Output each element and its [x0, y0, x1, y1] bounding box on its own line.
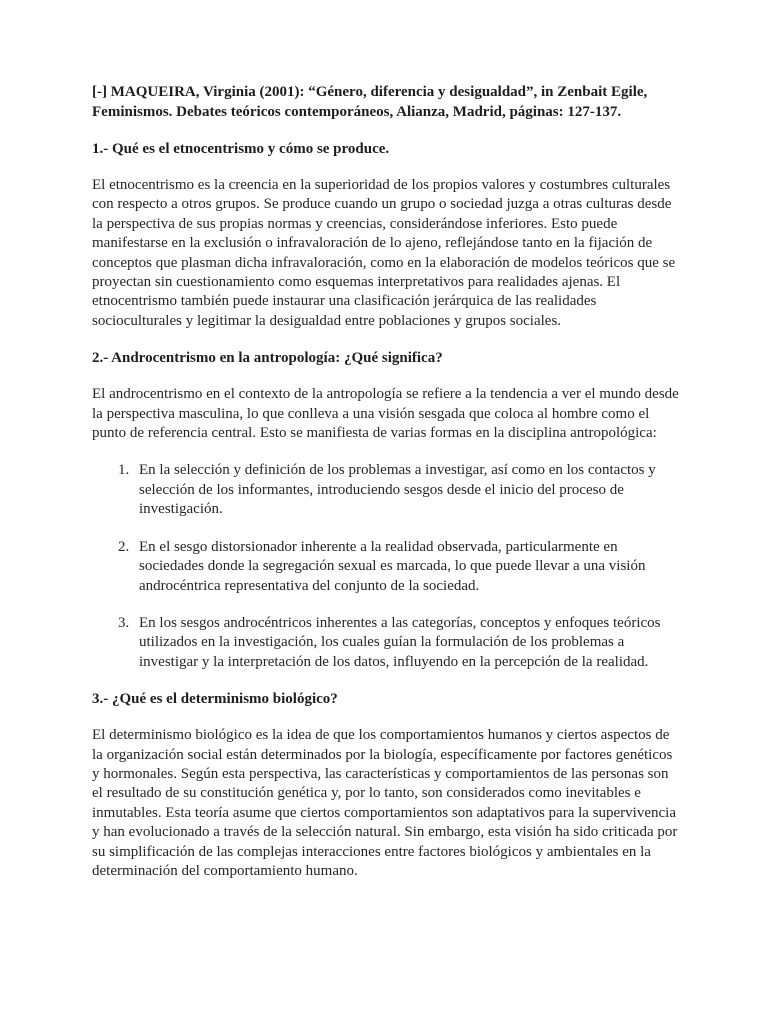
citation: [-] MAQUEIRA, Virginia (2001): “Género, diferencia y desigualdad”, in Zenbait Egile, Feminismos. Debates teóricos contemporáneos, Alianza, Madrid, páginas: 127-137.	[92, 84, 648, 120]
list-item	[92, 614, 682, 672]
section-heading: 1.- Qué es el etnocentrismo y cómo se produce.	[92, 141, 390, 157]
document-page	[92, 83, 682, 899]
list-item-number: 3.	[118, 614, 130, 631]
section-paragraph: El etnocentrismo es la creencia en la superioridad de los propios valores y costumbres culturales con respecto a otros grupos. Se produce cuando un grupo o sociedad juzga a otras culturas desde la perspectiva de sus propias normas y creencias, considerándose inferiores. Esto puede manifestarse en la exclusión o infravaloración de lo ajeno, reflejándose tanto en la fijación de conceptos que plasman dicha infravaloración, como en la elaboración de modelos teóricos que se proyectan sin cuestionamiento como esquemas interpretativos para realidades ajenas. El etnocentrismo también puede instaurar una clasificación jerárquica de las realidades socioculturales y legitimar la desigualdad entre poblaciones y grupos sociales.	[92, 177, 676, 329]
list-item	[92, 538, 682, 596]
section-etnocentrismo	[92, 140, 682, 331]
list-item	[92, 461, 682, 519]
list-item-number: 1.	[118, 462, 130, 479]
list-item-text: En los sesgos androcéntricos inherentes a las categorías, conceptos y enfoques teóricos utilizados en la investigación, los cuales guían la formulación de los problemas a investigar y la interpretación de los datos, influyendo en la percepción de la realidad.	[139, 614, 661, 670]
numbered-list	[92, 461, 682, 672]
section-androcentrismo	[92, 349, 682, 672]
section-paragraph: El androcentrismo en el contexto de la antropología se refiere a la tendencia a ver el mundo desde la perspectiva masculina, lo que conlleva a una visión sesgada que coloca al hombre como el punto de referencia central. Esto se manifiesta de varias formas en la disciplina antropológica:	[92, 386, 679, 442]
section-heading: 2.- Androcentrismo en la antropología: ¿Qué significa?	[92, 350, 443, 367]
section-heading: 3.- ¿Qué es el determinismo biológico?	[92, 691, 338, 708]
section-determinismo	[92, 690, 682, 881]
section-paragraph: El determinismo biológico es la idea de que los comportamientos humanos y ciertos aspectos de la organización social están determinados por la biología, específicamente por factores genéticos y hormonales. Según esta perspectiva, las características y comportamientos de las personas son el resultado de su constitución genética y, por lo tanto, son considerados como inevitables e inmutables. Esta teoría asume que ciertos comportamientos son adaptativos para la supervivencia y han evolucionado a través de la selección natural. Sin embargo, esta visión ha sido criticada por su simplificación de las complejas interacciones entre factores biológicos y ambientales en la determinación del comportamiento humano.	[92, 727, 678, 879]
list-item-number: 2.	[118, 538, 130, 555]
list-item-text: En la selección y definición de los problemas a investigar, así como en los contactos y selección de los informantes, introduciendo sesgos desde el inicio del proceso de investigación.	[139, 462, 656, 518]
list-item-text: En el sesgo distorsionador inherente a la realidad observada, particularmente en sociedades donde la segregación sexual es marcada, lo que puede llevar a una visión androcéntrica representativa del conjunto de la sociedad.	[139, 538, 646, 594]
